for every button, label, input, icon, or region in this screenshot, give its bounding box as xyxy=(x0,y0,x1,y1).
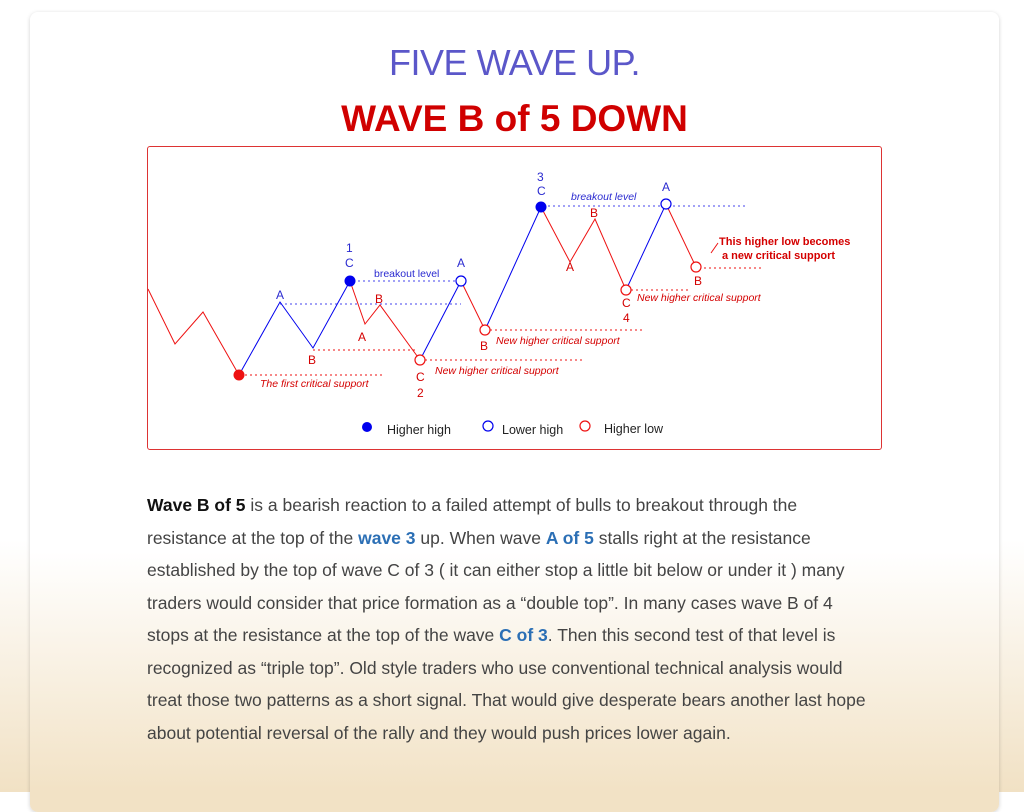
legend-lower-high-marker xyxy=(483,421,493,431)
wave-1-up-leg xyxy=(239,281,350,375)
new-support-4-label: New higher critical support xyxy=(637,292,761,304)
label-a-top: A xyxy=(662,180,671,194)
new-support-b-label: New higher critical support xyxy=(496,335,620,347)
breakout-level-upper-label: breakout level xyxy=(571,191,637,203)
higher-low-note-line1: This higher low becomes xyxy=(719,236,851,248)
higher-low-marker xyxy=(621,285,631,295)
legend-higher-high-marker xyxy=(362,422,372,432)
paragraph-text: up. When wave xyxy=(415,527,546,548)
wave-diagram xyxy=(147,146,882,450)
page-title: FIVE WAVE UP. xyxy=(389,42,640,83)
paragraph-text: is a bearish reaction to a failed attempt of bulls to breakout through the resistance at the top of the xyxy=(147,495,798,548)
wave-b5-down-leg xyxy=(666,204,696,267)
higher-low-marker xyxy=(415,355,425,365)
wave-4-down-leg xyxy=(541,207,626,290)
initial-decline xyxy=(148,289,239,375)
label-n2: 2 xyxy=(417,386,424,400)
label-c4: C xyxy=(622,296,631,310)
wave-a-down-leg xyxy=(461,281,485,330)
wave-2-down-leg xyxy=(350,281,420,360)
legend-higher-low: Higher low xyxy=(604,422,664,436)
wave-3-top-marker xyxy=(536,202,547,213)
legend-higher-low-marker xyxy=(580,421,590,431)
label-b-mid: B xyxy=(375,292,384,306)
label-b-final: B xyxy=(694,274,703,288)
new-support-2-label: New higher critical support xyxy=(435,365,559,377)
c-of-3-link[interactable]: C of 3 xyxy=(499,625,548,645)
wave-3-up-leg xyxy=(485,207,541,330)
label-b-upper: B xyxy=(590,206,599,220)
breakout-level-lower-label: breakout level xyxy=(374,268,440,280)
lower-high-marker xyxy=(661,199,671,209)
paragraph-text: stalls right at the resistance established by the top of wave C of 3 ( it can either stop a little bit below or under it ) many traders would consider that price formation as a “double top”. In many cases wave B of 4 stops at the resistance at the top of the wave xyxy=(147,527,845,645)
diagram-legend xyxy=(362,421,664,437)
wave-b-up-leg xyxy=(420,281,461,360)
explanation-paragraph xyxy=(147,489,872,749)
label-a-mid-low: A xyxy=(358,330,367,344)
label-c2: C xyxy=(416,370,425,384)
lower-high-marker xyxy=(456,276,466,286)
higher-low-note-line2: a new critical support xyxy=(722,250,836,262)
label-wave1-c: C xyxy=(345,256,354,270)
paragraph-text: . Then this second test of that level is recognized as “triple top”. Old style traders who use conventional technical analysis would treat those two patterns as a short signal. That would give desperate bears another last hope about potential reversal of the rally and they would push prices lower again. xyxy=(147,625,866,743)
label-a-left: A xyxy=(276,288,285,302)
legend-lower-high: Lower high xyxy=(502,423,564,437)
label-n4: 4 xyxy=(623,311,630,325)
wave3-link[interactable]: wave 3 xyxy=(358,527,416,548)
note-pointer xyxy=(711,243,718,253)
label-wave3-c: C xyxy=(537,184,546,198)
label-b-left: B xyxy=(308,353,317,367)
label-wave3-num: 3 xyxy=(537,170,544,184)
label-wave1-num: 1 xyxy=(346,241,353,255)
wave-1-top-marker xyxy=(345,276,356,287)
wave-a5-up-leg xyxy=(626,204,666,290)
label-a-mid: A xyxy=(457,256,466,270)
label-b-low: B xyxy=(480,339,489,353)
higher-low-marker xyxy=(691,262,701,272)
label-a-upper: A xyxy=(566,260,575,274)
wave-diagram-svg xyxy=(148,147,881,449)
wave-b5-term: Wave B of 5 xyxy=(147,495,246,515)
page-subtitle: WAVE B of 5 DOWN xyxy=(341,98,688,139)
a-of-5-link[interactable]: A of 5 xyxy=(545,527,594,548)
higher-low-marker xyxy=(480,325,490,335)
first-support-label: The first critical support xyxy=(260,378,369,390)
first-low-marker xyxy=(234,370,245,381)
legend-higher-high: Higher high xyxy=(387,423,451,437)
